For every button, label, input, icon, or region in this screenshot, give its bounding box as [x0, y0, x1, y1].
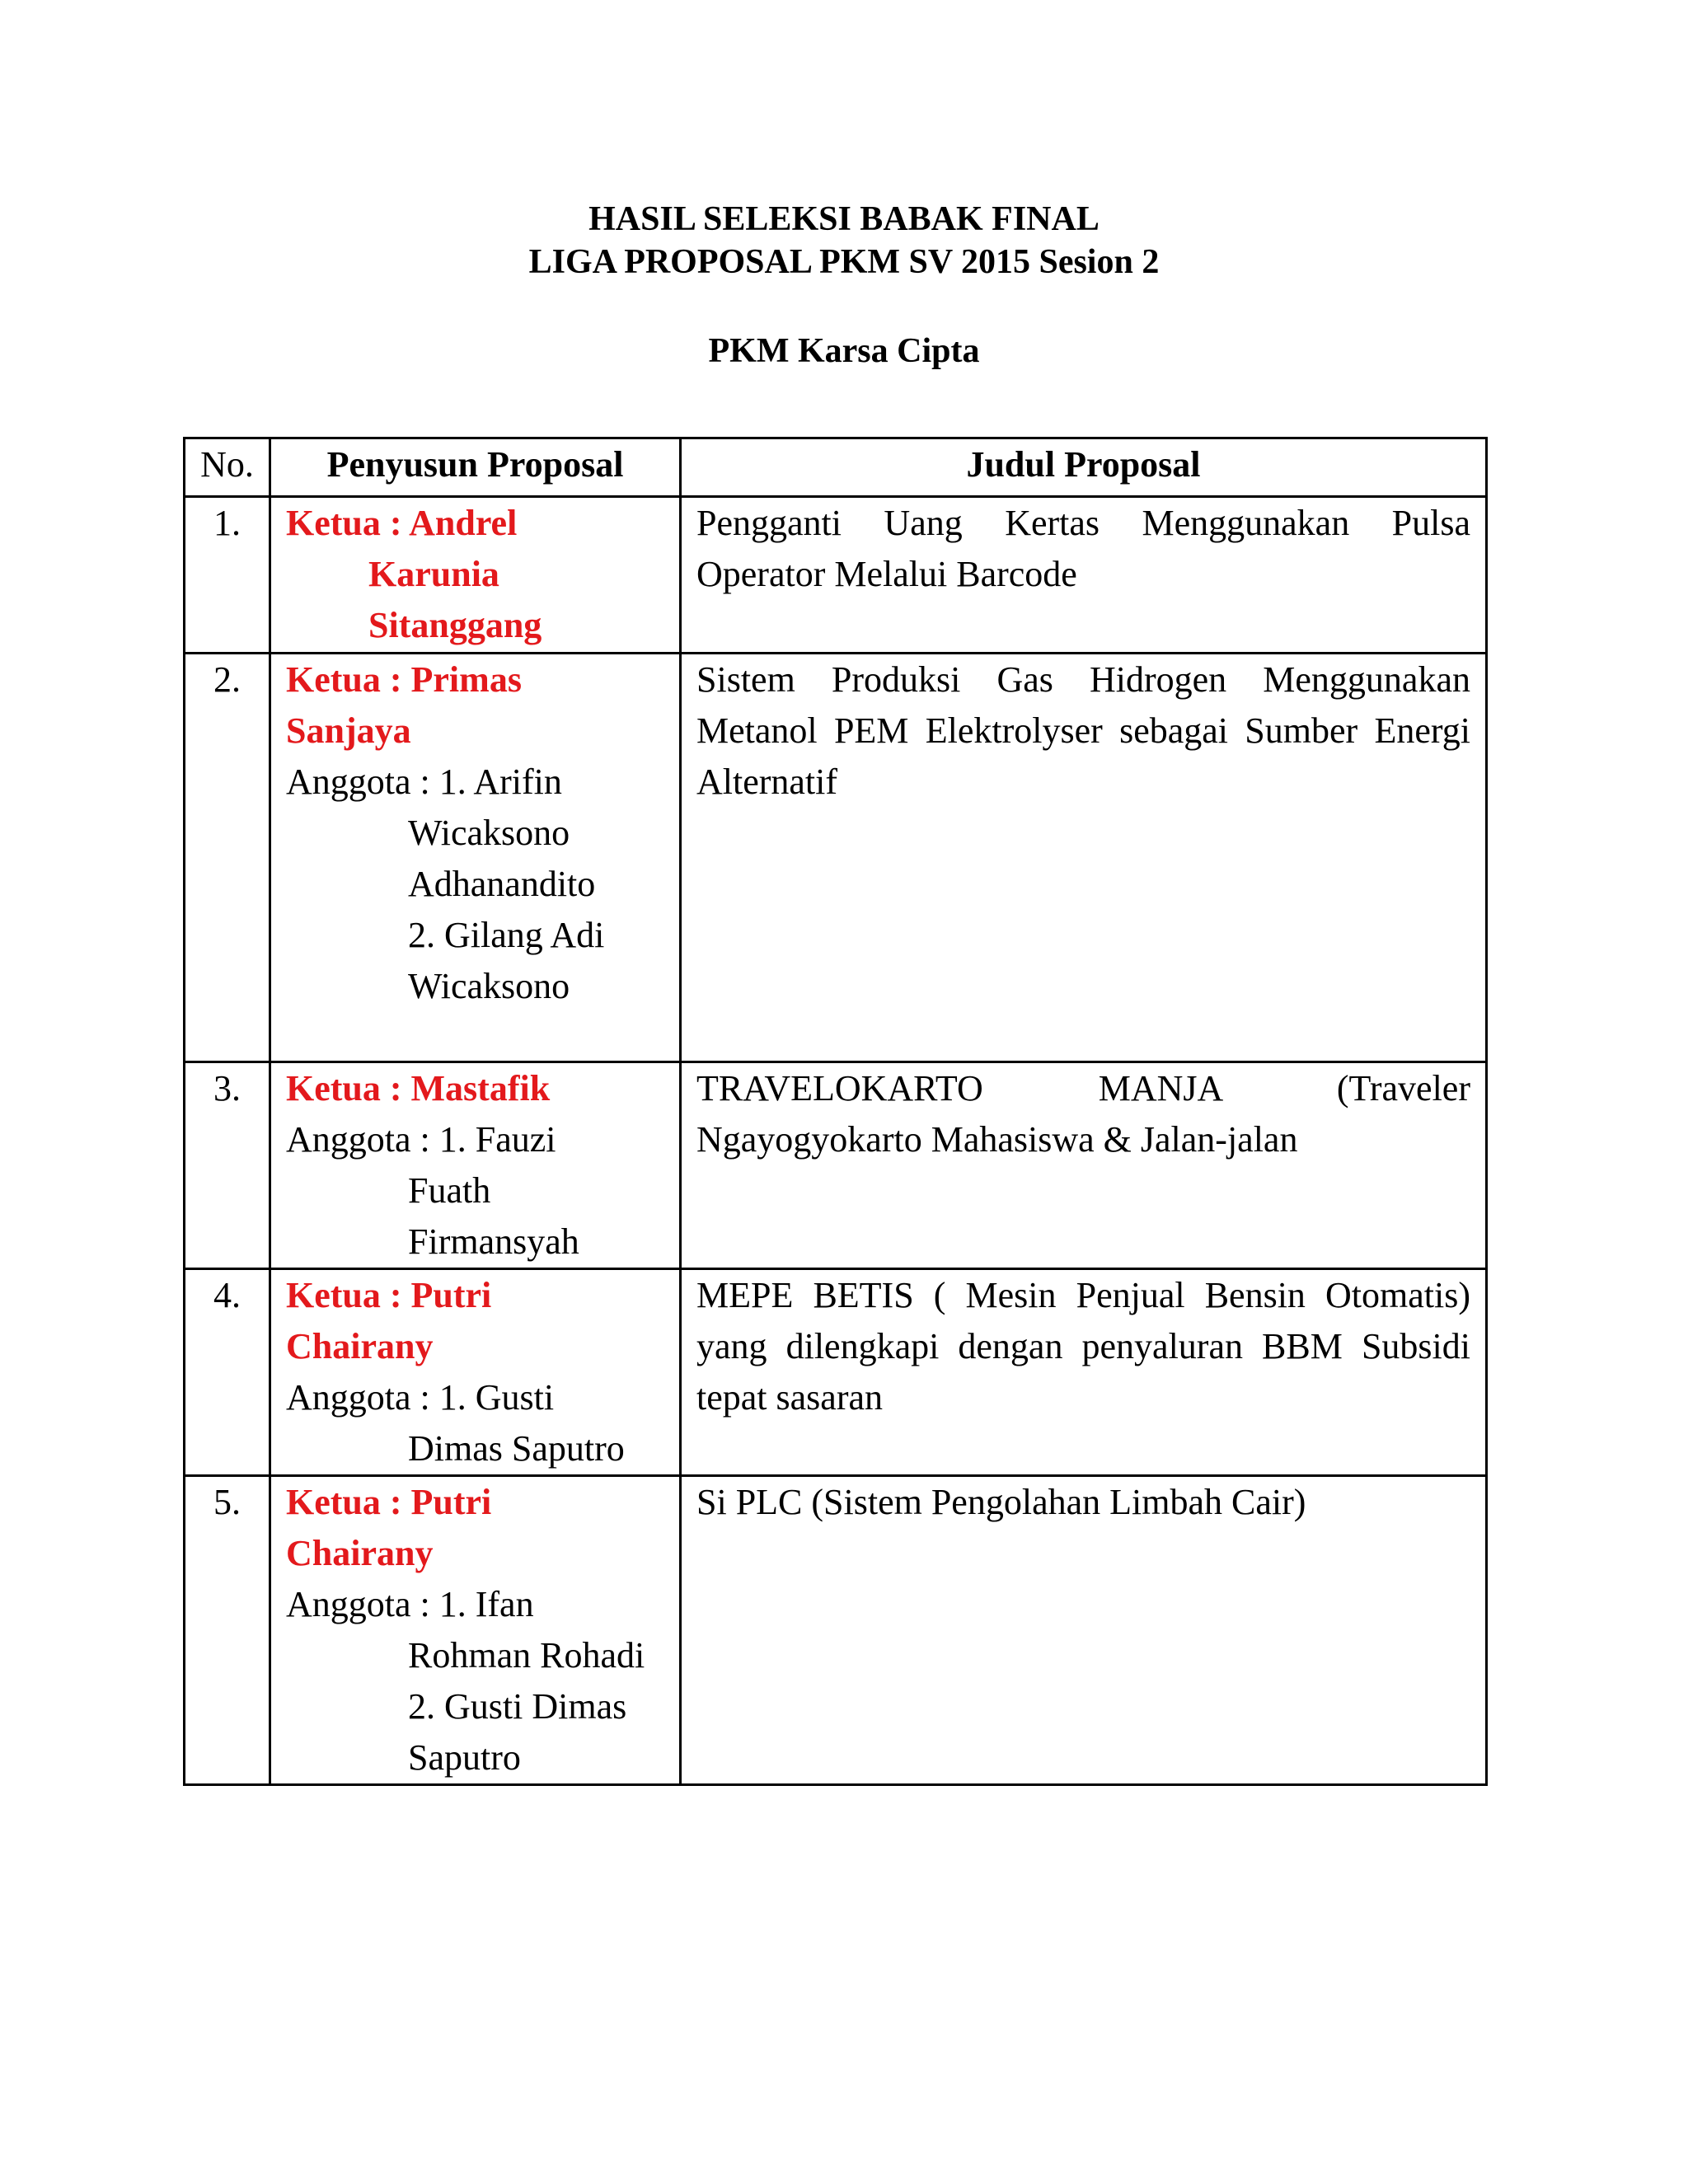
ketua-line: Chairany — [286, 1533, 434, 1573]
penyusun-cell — [270, 1062, 681, 1269]
ketua-line: Ketua : Andrel — [286, 503, 518, 543]
penyusun-cell — [270, 654, 681, 1062]
table-row — [185, 1062, 1487, 1269]
ketua-line: Chairany — [286, 1326, 434, 1366]
penyusun-cell — [270, 497, 681, 654]
title-line-2: LIGA PROPOSAL PKM SV 2015 Sesion 2 — [528, 243, 1160, 281]
anggota-line: Dimas Saputro — [408, 1428, 625, 1469]
judul-cell: Sistem Produksi Gas Hidrogen Menggunakan Metanol PEM Elektrolyser sebagai Sumber Energi Alternatif — [681, 654, 1487, 1062]
penyusun-cell — [270, 1269, 681, 1476]
anggota-line: Anggota : 1. Gusti — [286, 1377, 555, 1418]
anggota-line: Adhanandito — [408, 864, 596, 904]
title-line-1: HASIL SELEKSI BABAK FINAL — [588, 200, 1100, 238]
anggota-line: 2. Gusti Dimas — [408, 1686, 627, 1727]
judul-cell: Si PLC (Sistem Pengolahan Limbah Cair) — [681, 1476, 1487, 1785]
anggota-line: Saputro — [408, 1737, 521, 1778]
anggota-line: Anggota : 1. Ifan — [286, 1584, 534, 1624]
header-judul: Judul Proposal — [681, 438, 1487, 497]
anggota-line: Rohman Rohadi — [408, 1635, 645, 1675]
row-number: 1. — [185, 497, 270, 654]
table-row — [185, 654, 1487, 1062]
ketua-line: Karunia — [368, 554, 499, 594]
category-heading: PKM Karsa Cipta — [708, 332, 980, 370]
anggota-line: Anggota : 1. Arifin — [286, 762, 562, 802]
ketua-line: Ketua : Primas — [286, 659, 522, 700]
ketua-line: Sanjaya — [286, 710, 411, 751]
ketua-line: Ketua : Putri — [286, 1275, 492, 1315]
anggota-line: Anggota : 1. Fauzi — [286, 1119, 556, 1160]
header-no: No. — [185, 438, 270, 497]
anggota-line: 2. Gilang Adi — [408, 915, 605, 955]
ketua-line: Ketua : Mastafik — [286, 1068, 551, 1108]
header-penyusun: Penyusun Proposal — [270, 438, 681, 497]
anggota-line: Fuath — [408, 1170, 491, 1211]
anggota-line: Firmansyah — [408, 1221, 579, 1262]
table-row — [185, 497, 1487, 654]
penyusun-cell — [270, 1476, 681, 1785]
ketua-line: Sitanggang — [368, 605, 542, 645]
table-row — [185, 1269, 1487, 1476]
table-row — [185, 1476, 1487, 1785]
anggota-line: Wicaksono — [408, 813, 570, 853]
table-header-row — [185, 438, 1487, 497]
row-number: 3. — [185, 1062, 270, 1269]
judul-cell: TRAVELOKARTO MANJA (Traveler Ngayogyokarto Mahasiswa & Jalan-jalan — [681, 1062, 1487, 1269]
judul-cell: Pengganti Uang Kertas Menggunakan Pulsa Operator Melalui Barcode — [681, 497, 1487, 654]
row-number: 2. — [185, 654, 270, 1062]
judul-cell: MEPE BETIS ( Mesin Penjual Bensin Otomatis) yang dilengkapi dengan penyaluran BBM Subsidi tepat sasaran — [681, 1269, 1487, 1476]
row-number: 4. — [185, 1269, 270, 1476]
results-table — [183, 437, 1488, 1786]
anggota-line: Wicaksono — [408, 966, 570, 1006]
row-number: 5. — [185, 1476, 270, 1785]
ketua-line: Ketua : Putri — [286, 1482, 492, 1522]
